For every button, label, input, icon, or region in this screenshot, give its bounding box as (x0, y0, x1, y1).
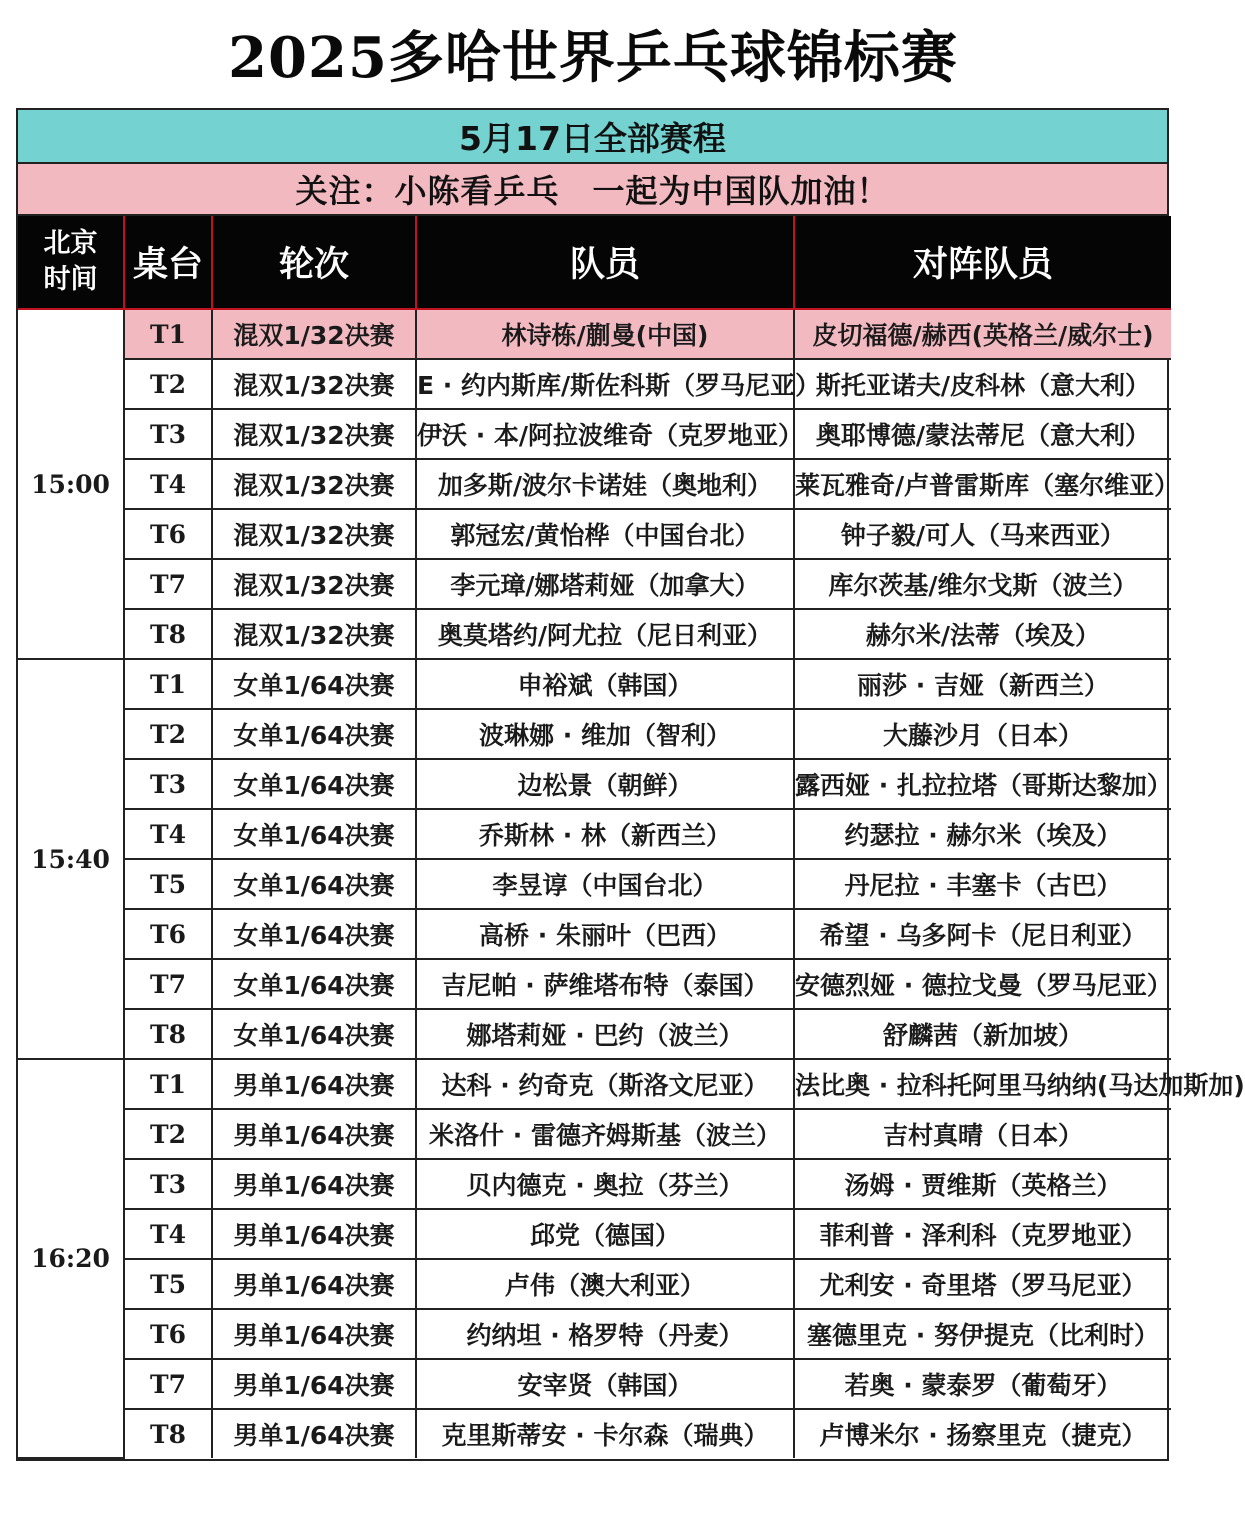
player-cell: 边松景（朝鲜） (416, 759, 794, 809)
table-cell: T2 (124, 1109, 212, 1159)
player-cell: 乔斯林 · 林（新西兰） (416, 809, 794, 859)
schedule-table (18, 216, 1245, 1459)
round-cell: 男单1/64决赛 (212, 1259, 416, 1309)
player-cell: 申裕斌（韩国） (416, 659, 794, 709)
table-row (18, 1009, 1171, 1059)
opponent-cell: 奥耶博德/蒙法蒂尼（意大利） (794, 409, 1171, 459)
table-cell: T7 (124, 559, 212, 609)
table-cell: T5 (124, 859, 212, 909)
player-cell: 安宰贤（韩国） (416, 1359, 794, 1409)
opponent-cell: 斯托亚诺夫/皮科林（意大利） (794, 359, 1171, 409)
table-cell: T8 (124, 609, 212, 659)
player-cell: 娜塔莉娅 · 巴约（波兰） (416, 1009, 794, 1059)
note-band: 关注：小陈看乒乓 一起为中国队加油！ (18, 164, 1167, 216)
table-row (18, 1109, 1171, 1159)
opponent-cell: 约瑟拉 · 赫尔米（埃及） (794, 809, 1171, 859)
opponent-cell: 丹尼拉 · 丰塞卡（古巴） (794, 859, 1171, 909)
table-row (18, 859, 1171, 909)
opponent-cell: 法比奥 · 拉科托阿里马纳纳(马达加斯加) (794, 1059, 1171, 1109)
table-cell: T3 (124, 759, 212, 809)
table-row (18, 709, 1171, 759)
opponent-cell: 尤利安 · 奇里塔（罗马尼亚） (794, 1259, 1171, 1309)
header-time-line2: 时间 (43, 264, 98, 295)
header-table: 桌台 (124, 216, 212, 309)
round-cell: 混双1/32决赛 (212, 459, 416, 509)
header-time-line1: 北京 (43, 228, 98, 259)
player-cell: 克里斯蒂安 · 卡尔森（瑞典） (416, 1409, 794, 1458)
table-row (18, 759, 1171, 809)
table-cell: T6 (124, 909, 212, 959)
table-cell: T5 (124, 1259, 212, 1309)
round-cell: 男单1/64决赛 (212, 1409, 416, 1458)
opponent-cell: 皮切福德/赫西(英格兰/威尔士) (794, 309, 1171, 359)
table-row (18, 609, 1171, 659)
opponent-cell: 安德烈娅 · 德拉戈曼（罗马尼亚） (794, 959, 1171, 1009)
table-cell: T1 (124, 659, 212, 709)
opponent-cell: 舒麟茜（新加坡） (794, 1009, 1171, 1059)
table-row (18, 959, 1171, 1009)
round-cell: 男单1/64决赛 (212, 1309, 416, 1359)
player-cell: 奥莫塔约/阿尤拉（尼日利亚） (416, 609, 794, 659)
round-cell: 女单1/64决赛 (212, 759, 416, 809)
table-cell: T1 (124, 309, 212, 359)
round-cell: 女单1/64决赛 (212, 709, 416, 759)
opponent-cell: 大藤沙月（日本） (794, 709, 1171, 759)
table-row (18, 909, 1171, 959)
opponent-cell: 莱瓦雅奇/卢普雷斯库（塞尔维亚） (794, 459, 1171, 509)
header-beijing-time (18, 216, 124, 309)
time-cell: 16:20 (18, 1059, 124, 1458)
round-cell: 女单1/64决赛 (212, 659, 416, 709)
table-row (18, 809, 1171, 859)
round-cell: 女单1/64决赛 (212, 959, 416, 1009)
player-cell: 邱党（德国） (416, 1209, 794, 1259)
round-cell: 混双1/32决赛 (212, 609, 416, 659)
page-title: 2025多哈世界乒乓球锦标赛 (228, 25, 958, 91)
table-cell: T2 (124, 709, 212, 759)
table-row (18, 659, 1171, 709)
round-cell: 女单1/64决赛 (212, 859, 416, 909)
round-cell: 男单1/64决赛 (212, 1109, 416, 1159)
round-cell: 男单1/64决赛 (212, 1159, 416, 1209)
round-cell: 女单1/64决赛 (212, 1009, 416, 1059)
player-cell: 卢伟（澳大利亚） (416, 1259, 794, 1309)
table-cell: T3 (124, 409, 212, 459)
round-cell: 女单1/64决赛 (212, 909, 416, 959)
round-cell: 男单1/64决赛 (212, 1359, 416, 1409)
date-band: 5月17日全部赛程 (18, 110, 1167, 164)
table-row (18, 1259, 1171, 1309)
opponent-cell: 卢博米尔 · 扬察里克（捷克） (794, 1409, 1171, 1458)
table-row (18, 309, 1171, 359)
table-row (18, 459, 1171, 509)
table-row (18, 1359, 1171, 1409)
schedule-frame (16, 108, 1245, 1461)
opponent-cell: 丽莎 · 吉娅（新西兰） (794, 659, 1171, 709)
player-cell: 李昱谆（中国台北） (416, 859, 794, 909)
opponent-cell: 库尔茨基/维尔戈斯（波兰） (794, 559, 1171, 609)
header-players: 队员 (416, 216, 794, 309)
table-cell: T8 (124, 1409, 212, 1458)
opponent-cell: 赫尔米/法蒂（埃及） (794, 609, 1171, 659)
player-cell: 李元璋/娜塔莉娅（加拿大） (416, 559, 794, 609)
table-cell: T1 (124, 1059, 212, 1109)
opponent-cell: 钟子毅/可人（马来西亚） (794, 509, 1171, 559)
player-cell: E · 约内斯库/斯佐科斯（罗马尼亚） (416, 359, 794, 409)
table-cell: T4 (124, 1209, 212, 1259)
opponent-cell: 露西娅 · 扎拉拉塔（哥斯达黎加） (794, 759, 1171, 809)
round-cell: 男单1/64决赛 (212, 1059, 416, 1109)
opponent-cell: 菲利普 · 泽利科（克罗地亚） (794, 1209, 1171, 1259)
table-row (18, 359, 1171, 409)
player-cell: 郭冠宏/黄怡桦（中国台北） (416, 509, 794, 559)
player-cell: 吉尼帕 · 萨维塔布特（泰国） (416, 959, 794, 1009)
table-row (18, 509, 1171, 559)
round-cell: 混双1/32决赛 (212, 309, 416, 359)
round-cell: 女单1/64决赛 (212, 809, 416, 859)
player-cell: 伊沃 · 本/阿拉波维奇（克罗地亚） (416, 409, 794, 459)
table-cell: T3 (124, 1159, 212, 1209)
schedule-body (18, 309, 1245, 1458)
header-opponents: 对阵队员 (794, 216, 1171, 309)
opponent-cell: 汤姆 · 贾维斯（英格兰） (794, 1159, 1171, 1209)
player-cell: 米洛什 · 雷德齐姆斯基（波兰） (416, 1109, 794, 1159)
table-cell: T4 (124, 809, 212, 859)
table-cell: T7 (124, 1359, 212, 1409)
opponent-cell: 塞德里克 · 努伊提克（比利时） (794, 1309, 1171, 1359)
round-cell: 混双1/32决赛 (212, 559, 416, 609)
table-cell: T4 (124, 459, 212, 509)
opponent-cell: 若奥 · 蒙泰罗（葡萄牙） (794, 1359, 1171, 1409)
player-cell: 贝内德克 · 奥拉（芬兰） (416, 1159, 794, 1209)
time-cell: 15:00 (18, 309, 124, 659)
table-cell: T6 (124, 1309, 212, 1359)
table-header-row (18, 216, 1171, 309)
player-cell: 加多斯/波尔卡诺娃（奥地利） (416, 459, 794, 509)
player-cell: 高桥 · 朱丽叶（巴西） (416, 909, 794, 959)
table-row (18, 559, 1171, 609)
table-row (18, 409, 1171, 459)
table-cell: T2 (124, 359, 212, 409)
table-cell: T8 (124, 1009, 212, 1059)
table-cell: T6 (124, 509, 212, 559)
round-cell: 男单1/64决赛 (212, 1209, 416, 1259)
round-cell: 混双1/32决赛 (212, 509, 416, 559)
round-cell: 混双1/32决赛 (212, 409, 416, 459)
table-row (18, 1159, 1171, 1209)
player-cell: 约纳坦 · 格罗特（丹麦） (416, 1309, 794, 1359)
table-row (18, 1209, 1171, 1259)
table-row (18, 1059, 1171, 1109)
opponent-cell: 吉村真晴（日本） (794, 1109, 1171, 1159)
table-row (18, 1309, 1171, 1359)
time-cell: 15:40 (18, 659, 124, 1059)
player-cell: 波琳娜 · 维加（智利） (416, 709, 794, 759)
round-cell: 混双1/32决赛 (212, 359, 416, 409)
header-round: 轮次 (212, 216, 416, 309)
opponent-cell: 希望 · 乌多阿卡（尼日利亚） (794, 909, 1171, 959)
table-row (18, 1409, 1171, 1458)
table-cell: T7 (124, 959, 212, 1009)
player-cell: 林诗栋/蒯曼(中国) (416, 309, 794, 359)
player-cell: 达科 · 约奇克（斯洛文尼亚） (416, 1059, 794, 1109)
